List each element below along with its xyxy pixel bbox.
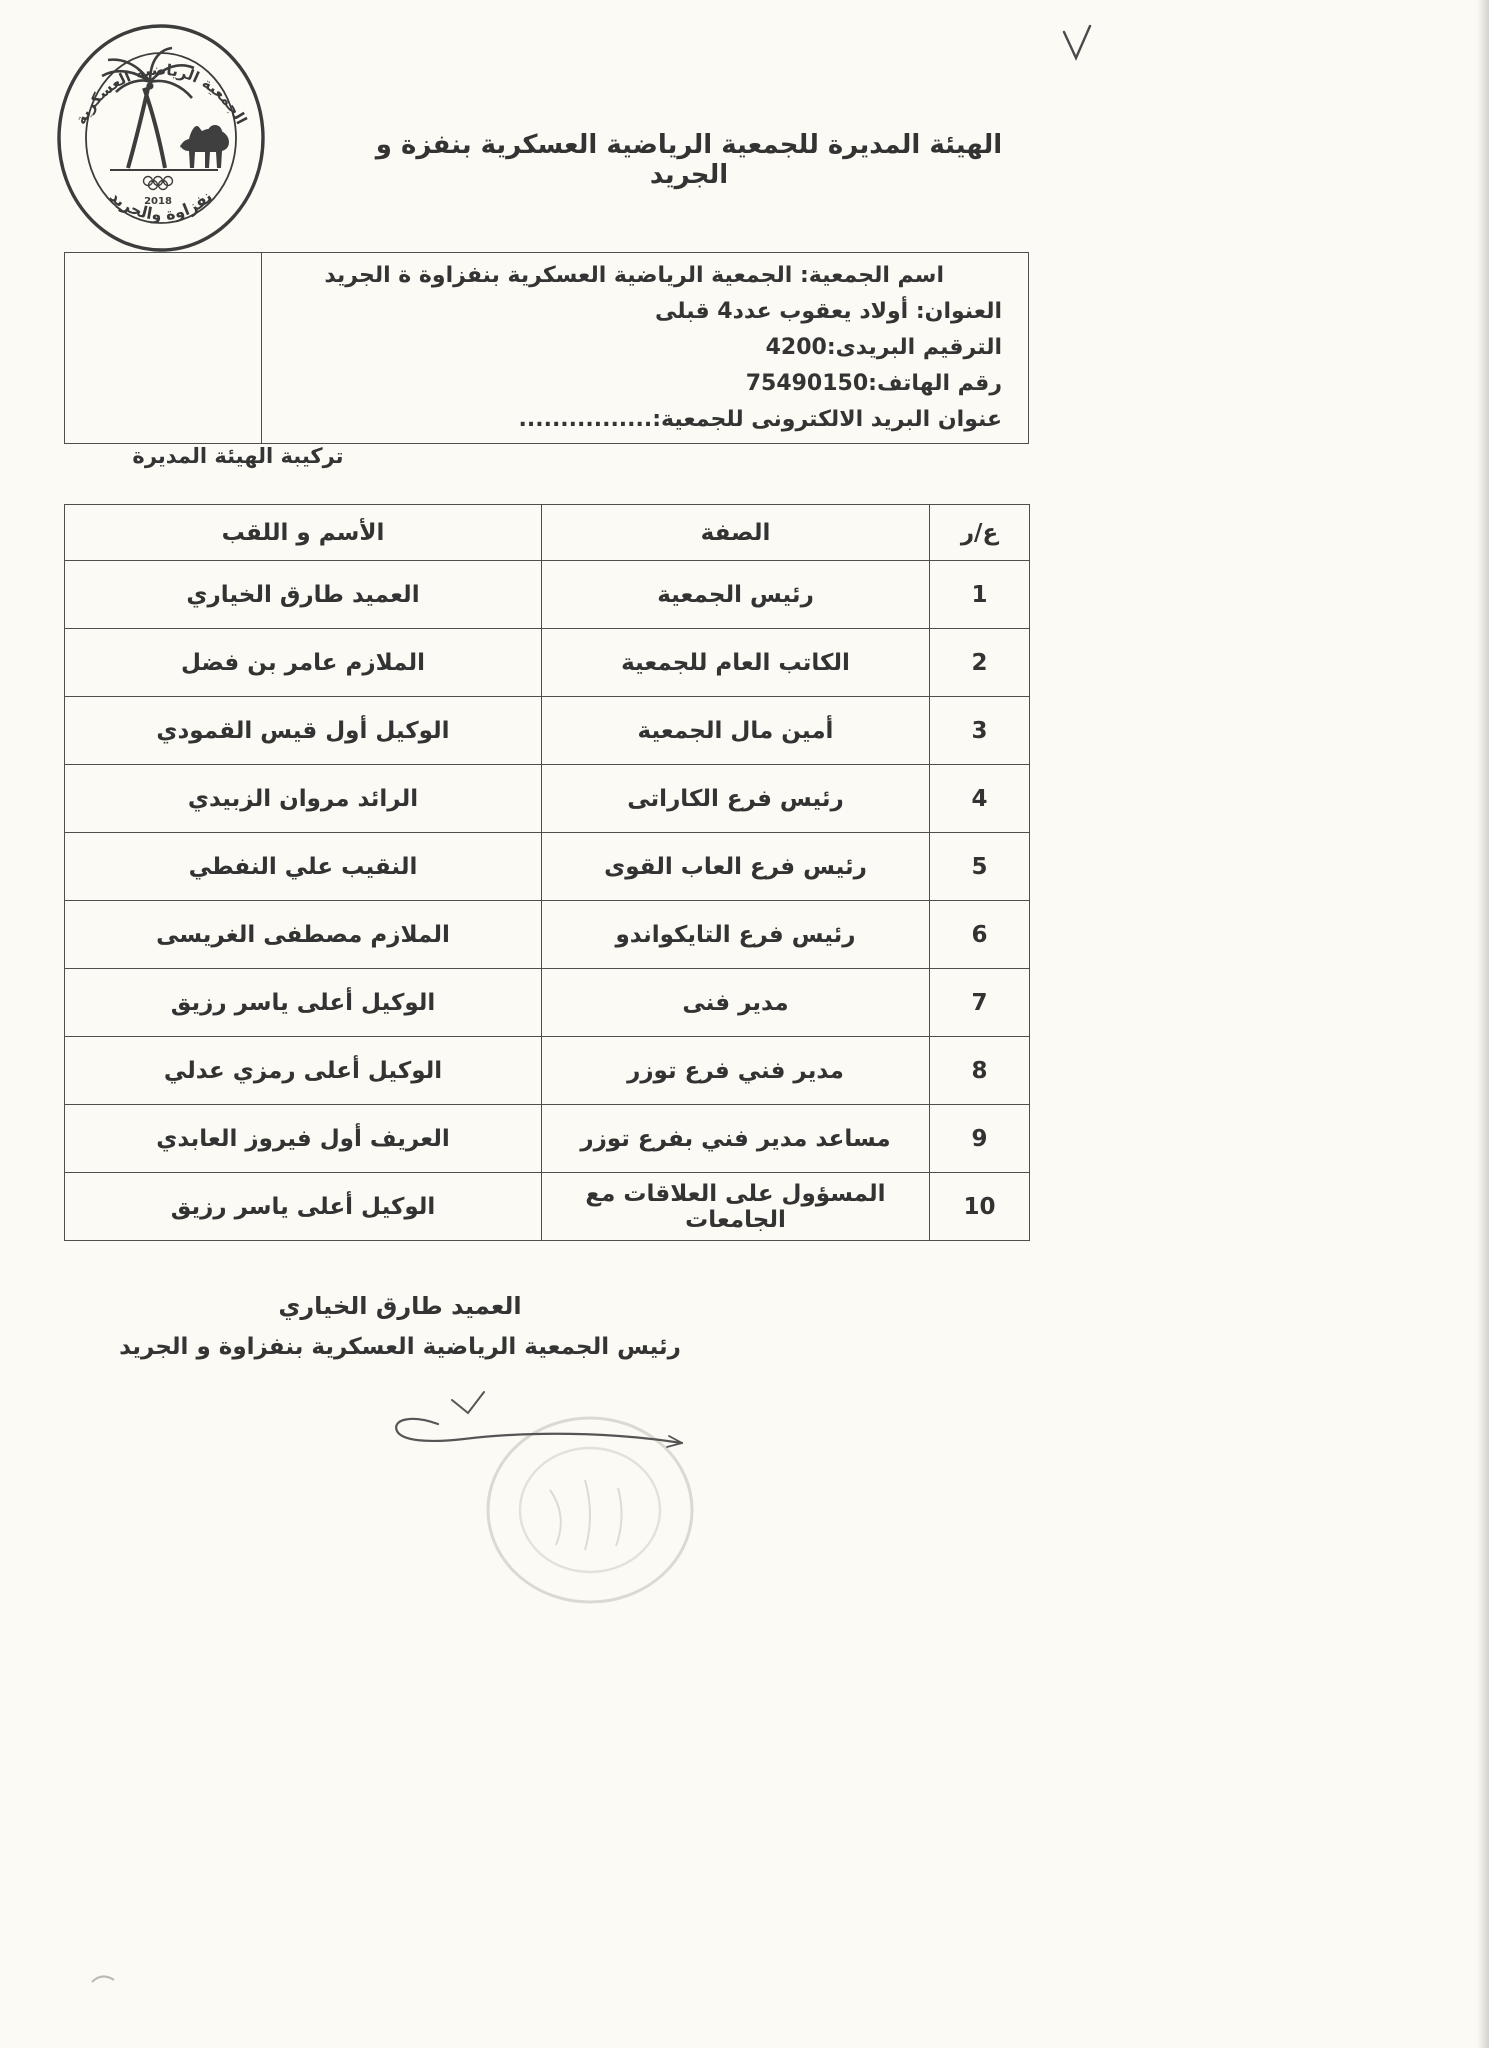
row-role: المسؤول على العلاقات مع الجامعات — [542, 1173, 930, 1241]
table-row — [65, 1173, 1030, 1241]
logo-bottom-text: نفزاوة والجريد — [105, 186, 217, 225]
row-name: العميد طارق الخياري — [65, 561, 542, 629]
pen-flourish — [396, 1392, 682, 1447]
row-number: 6 — [930, 901, 1030, 969]
row-number: 8 — [930, 1037, 1030, 1105]
section-label: تركيبة الهيئة المديرة — [132, 444, 344, 468]
stamp-faint — [488, 1418, 692, 1602]
table-row — [65, 697, 1030, 765]
row-role: مدير فني فرع توزر — [542, 1037, 930, 1105]
row-number: 3 — [930, 697, 1030, 765]
header-name: الأسم و اللقب — [65, 505, 542, 561]
phone-line: رقم الهاتف:75490150 — [745, 371, 1002, 396]
row-name: الرائد مروان الزبيدي — [65, 765, 542, 833]
signatory-title: رئيس الجمعية الرياضية العسكرية بنفزاوة و الجريد — [119, 1334, 681, 1360]
row-number: 2 — [930, 629, 1030, 697]
row-name: النقيب علي النفطي — [65, 833, 542, 901]
logo-year: 2018 — [144, 196, 172, 207]
table-header-row — [65, 505, 1030, 561]
info-box — [64, 252, 1029, 444]
row-name: الوكيل أعلى ياسر رزيق — [65, 1173, 542, 1241]
row-role: رئيس فرع الكاراتى — [542, 765, 930, 833]
row-name: الوكيل أول قيس القمودي — [65, 697, 542, 765]
signatory-name: العميد طارق الخياري — [278, 1292, 522, 1320]
row-number: 9 — [930, 1105, 1030, 1173]
table-row — [65, 833, 1030, 901]
row-number: 7 — [930, 969, 1030, 1037]
table-row — [65, 969, 1030, 1037]
scan-edge-shadow — [1477, 0, 1489, 2048]
board-table — [64, 504, 1030, 1241]
table-row — [65, 629, 1030, 697]
row-name: الملازم عامر بن فضل — [65, 629, 542, 697]
row-number: 10 — [930, 1173, 1030, 1241]
row-number: 4 — [930, 765, 1030, 833]
table-row — [65, 1037, 1030, 1105]
row-role: رئيس فرع التايكواندو — [542, 901, 930, 969]
corner-scan-mark — [88, 1968, 128, 1992]
row-name: الوكيل أعلى رمزي عدلي — [65, 1037, 542, 1105]
row-role: رئيس الجمعية — [542, 561, 930, 629]
email-line: عنوان البريد الالكترونى للجمعية:................ — [518, 407, 1002, 432]
info-box-content — [263, 258, 1028, 438]
postal-code-line: الترقيم البريدى:4200 — [765, 335, 1002, 360]
checkmark-icon — [1056, 18, 1106, 66]
signature-scribble — [380, 1380, 750, 1620]
row-name: الملازم مصطفى الغريسى — [65, 901, 542, 969]
table-row — [65, 901, 1030, 969]
association-logo — [52, 20, 270, 256]
row-name: الوكيل أعلى ياسر رزيق — [65, 969, 542, 1037]
row-role: رئيس فرع العاب القوى — [542, 833, 930, 901]
logo-top-text: الجمعية الرياضية العسكرية — [71, 60, 251, 128]
header-role: الصفة — [542, 505, 930, 561]
row-number: 5 — [930, 833, 1030, 901]
address-line: العنوان: أولاد يعقوب عدد4 قبلى — [654, 299, 1002, 324]
header-number: ع/ر — [930, 505, 1030, 561]
row-name: العريف أول فيروز العابدي — [65, 1105, 542, 1173]
row-role: أمين مال الجمعية — [542, 697, 930, 765]
row-role: مدير فنى — [542, 969, 930, 1037]
association-name-line: اسم الجمعية: الجمعية الرياضية العسكرية بنفزاوة ة الجريد — [324, 263, 944, 288]
table-row — [65, 1105, 1030, 1173]
row-role: مساعد مدير فني بفرع توزر — [542, 1105, 930, 1173]
row-role: الكاتب العام للجمعية — [542, 629, 930, 697]
info-box-empty-cell — [65, 253, 262, 443]
table-row — [65, 765, 1030, 833]
table-row — [65, 561, 1030, 629]
row-number: 1 — [930, 561, 1030, 629]
document-title: الهيئة المديرة للجمعية الرياضية العسكرية بنفزة و الجريد — [375, 130, 1003, 190]
